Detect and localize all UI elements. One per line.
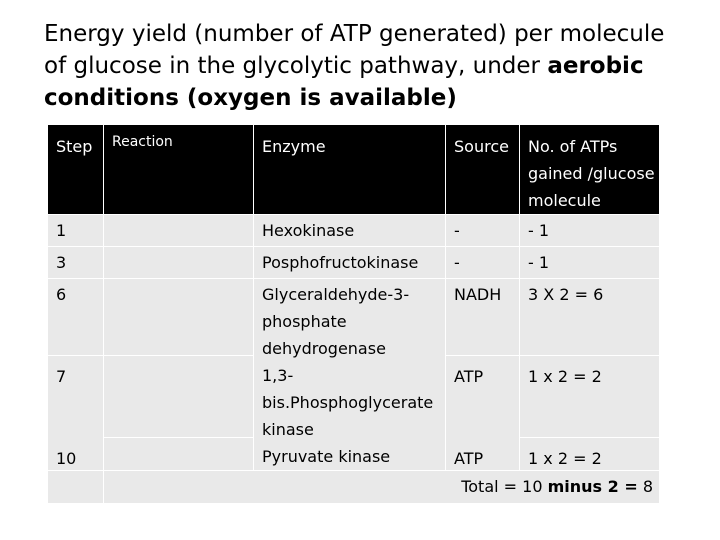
header-atps-line-3: molecule <box>528 191 601 210</box>
enzyme-line: kinase <box>262 420 314 439</box>
enzyme-line: bis.Phosphoglycerate <box>262 393 434 412</box>
cell-enzyme: Hexokinase <box>254 215 446 247</box>
total-value: 8 <box>637 477 653 496</box>
cell-atps-2: 1 x 2 = 2 <box>528 367 602 386</box>
title-line-1: Energy yield (number of ATP generated) per molecule <box>44 21 665 47</box>
header-reaction: Reaction <box>104 125 254 215</box>
header-enzyme: Enzyme <box>254 125 446 215</box>
cell-step: 1 <box>48 215 104 247</box>
cell-enzyme-group <box>254 279 446 471</box>
cell-step-6: 6 <box>56 285 67 304</box>
cell-atps: - 1 <box>520 215 660 247</box>
cell-enzyme: Posphofructokinase <box>254 247 446 279</box>
table-row <box>48 215 660 247</box>
total-minus: minus 2 = <box>547 477 638 496</box>
cell-source-atp-2: ATP <box>454 449 484 468</box>
page-title <box>44 18 684 114</box>
cell-atps: - 1 <box>520 247 660 279</box>
table-row-group <box>48 279 660 471</box>
cell-source: - <box>446 215 520 247</box>
title-aerobic: aerobic <box>547 53 644 79</box>
cell-atps-group <box>520 279 660 471</box>
title-line-3: conditions (oxygen is available) <box>44 85 457 111</box>
cell-reaction-group <box>104 279 254 471</box>
enzyme-line: dehydrogenase <box>262 339 386 358</box>
cell-reaction <box>104 247 254 279</box>
table-header-row <box>48 125 660 215</box>
cell-source-group <box>446 279 520 471</box>
enzyme-line: 1,3- <box>262 366 294 385</box>
table-row <box>48 247 660 279</box>
atp-yield-table <box>47 124 660 504</box>
total-prefix: Total = 10 <box>461 477 548 496</box>
cell-atps-6: 3 X 2 = 6 <box>528 285 604 304</box>
enzyme-line: phosphate <box>262 312 347 331</box>
title-line-2: of glucose in the glycolytic pathway, under <box>44 53 548 79</box>
cell-source-atp: ATP <box>454 367 484 386</box>
cell-source-nadh: NADH <box>454 285 502 304</box>
header-source: Source <box>446 125 520 215</box>
cell-atps-2b: 1 x 2 = 2 <box>528 449 602 468</box>
header-atps <box>520 125 660 215</box>
cell-step-10: 10 <box>56 449 77 468</box>
cell-steps-group <box>48 279 104 471</box>
cell-source: - <box>446 247 520 279</box>
enzyme-line: Glyceraldehyde-3- <box>262 285 410 304</box>
header-step: Step <box>48 125 104 215</box>
total-cell <box>104 471 660 504</box>
cell-step-empty <box>48 471 104 504</box>
cell-step-7: 7 <box>56 367 67 386</box>
enzyme-line: Pyruvate kinase <box>262 447 391 466</box>
header-atps-line-1: No. of ATPs <box>528 137 618 156</box>
cell-reaction <box>104 215 254 247</box>
header-atps-line-2: gained /glucose <box>528 164 655 183</box>
table-total-row <box>48 471 660 504</box>
cell-step: 3 <box>48 247 104 279</box>
